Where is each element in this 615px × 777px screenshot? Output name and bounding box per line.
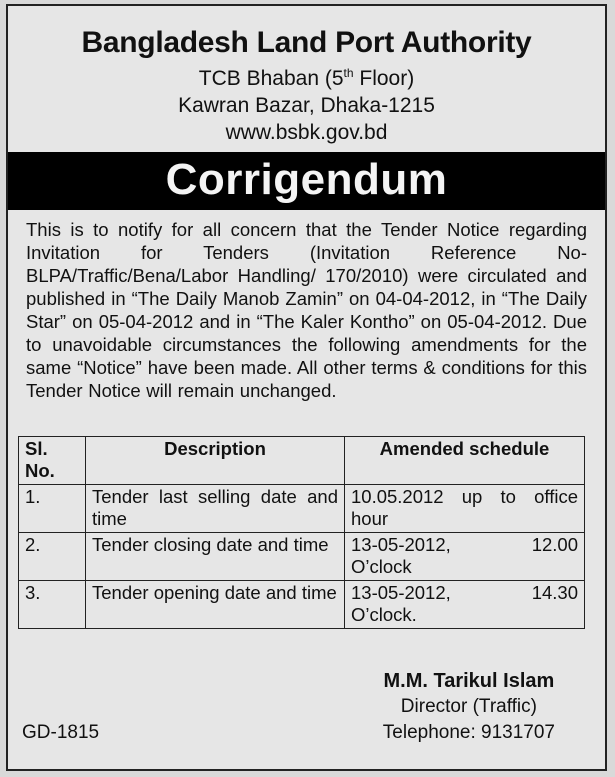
signatory-designation: Director (Traffic) bbox=[400, 696, 537, 717]
amendment-table bbox=[18, 436, 585, 629]
row-sl: 1. bbox=[19, 485, 86, 533]
table-row bbox=[19, 581, 585, 629]
notice-page bbox=[6, 4, 607, 771]
row-schedule-line-2: O’clock bbox=[351, 556, 412, 577]
corrigendum-banner: Corrigendum bbox=[8, 152, 605, 210]
address-line-2: Kawran Bazar, Dhaka-1215 bbox=[178, 94, 435, 117]
row-description: Tender closing date and time bbox=[86, 533, 345, 581]
row-schedule bbox=[345, 485, 585, 533]
row-schedule bbox=[345, 533, 585, 581]
row-sl: 3. bbox=[19, 581, 86, 629]
row-schedule-line-1: 10.05.2012 up to office bbox=[351, 486, 578, 507]
organization-name: Bangladesh Land Port Authority bbox=[81, 26, 532, 59]
website-text: www.bsbk.gov.bd bbox=[225, 121, 388, 144]
row-schedule bbox=[345, 581, 585, 629]
signatory-telephone: Telephone: 9131707 bbox=[382, 722, 555, 743]
row-schedule-line-1: 13-05-2012, 12.00 bbox=[351, 534, 578, 555]
reference-code: GD-1815 bbox=[22, 722, 100, 743]
address-building: TCB Bhaban (5 bbox=[198, 67, 344, 90]
row-sl: 2. bbox=[19, 533, 86, 581]
address-floor-suffix: th bbox=[343, 66, 354, 80]
notice-body: This is to notify for all concern that the Tender Notice regarding Invitation for Tenders (Invitation Reference No-BLPA/Traffic/Bena/Labor Handling/ 170/2010) were circulated and published in “The Daily Manob Zamin” on 04-04-2012, in “The Daily Star” on 05-04-2012 and in “The Kaler Kontho” on 05-04-2012. Due to unavoidable circumstances the following amendments for the same “Notice” have been made. All other terms & conditions for this Tender Notice will remain unchanged. bbox=[26, 219, 587, 401]
address-line-1 bbox=[8, 60, 605, 92]
address-floor: Floor) bbox=[353, 67, 415, 90]
row-schedule-line-2: O’clock. bbox=[351, 604, 417, 625]
table-header-row bbox=[19, 437, 585, 485]
row-schedule-line-1: 13-05-2012, 14.30 bbox=[351, 582, 578, 603]
header-sl-no: Sl. No. bbox=[19, 437, 86, 485]
signature-block bbox=[383, 668, 555, 746]
table-row bbox=[19, 533, 585, 581]
header-amended-schedule: Amended schedule bbox=[345, 437, 585, 485]
signatory-name: M.M. Tarikul Islam bbox=[383, 670, 555, 692]
row-description: Tender opening date and time bbox=[86, 581, 345, 629]
row-schedule-line-2: hour bbox=[351, 508, 389, 529]
row-description: Tender last selling date and time bbox=[86, 485, 345, 533]
header-description: Description bbox=[86, 437, 345, 485]
letterhead bbox=[8, 26, 605, 146]
table-row bbox=[19, 485, 585, 533]
